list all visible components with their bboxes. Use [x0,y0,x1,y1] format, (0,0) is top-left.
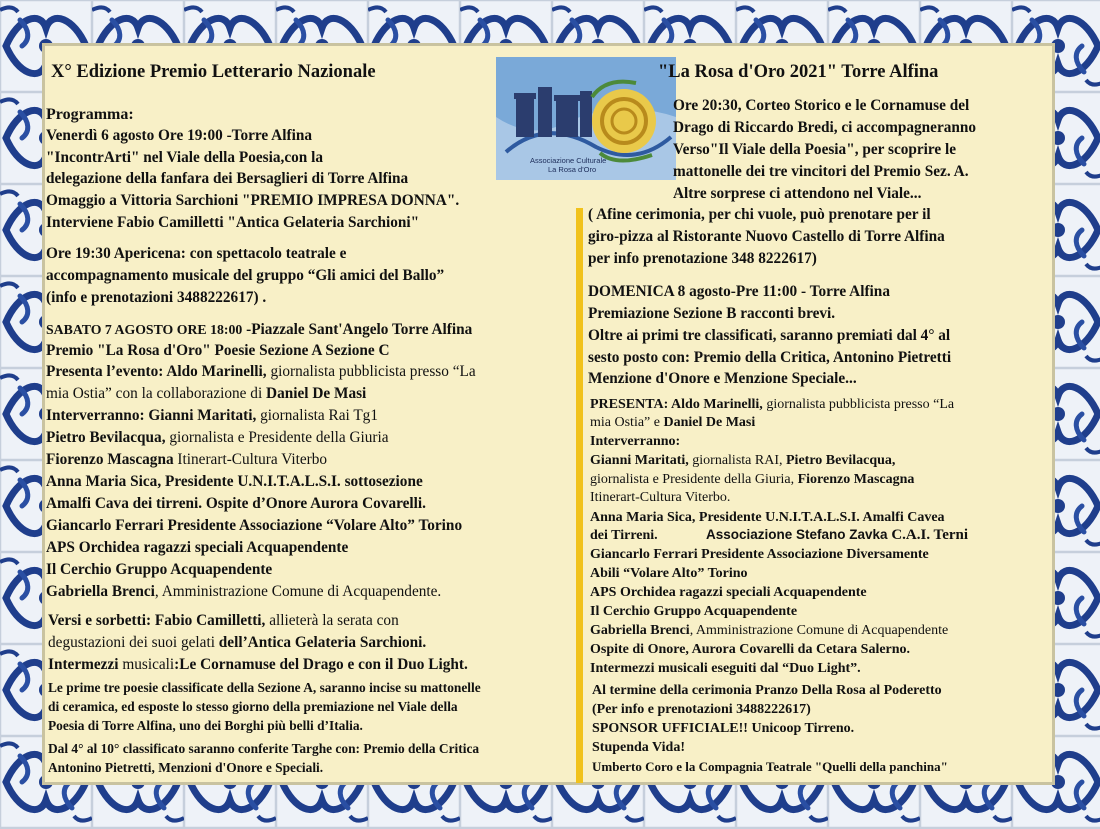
versi-desc-2: degustazioni dei suoi gelati [48,634,219,651]
pietro-name: Pietro Bevilacqua, [46,429,166,446]
pietro-role: giornalista e Presidente della Giuria [165,429,389,446]
giancarlo-right-2: Abili “Volare Alto” Torino [590,566,748,581]
intermezzi-line [48,656,468,674]
pietro-line [46,429,389,447]
fiorenzo-line [46,451,327,469]
aps-line: APS Orchidea ragazzi speciali Acquapendente [46,539,349,556]
interverranno-right: Interverranno: [590,434,681,449]
sponsor-right: SPONSOR UFFICIALE!! Unicoop Tirreno. [592,721,855,736]
dal-line-2: Antonino Pietretti, Menzioni d'Onore e Speciali. [48,760,324,775]
apericena-line-2: accompagnamento musicale del gruppo “Gli amici del Ballo” [46,267,445,284]
friday-line-1: Venerdì 6 agosto Ore 19:00 -Torre Alfina [46,127,312,144]
right-title: "La Rosa d'Oro 2021" Torre Alfina [658,62,939,82]
presenta-right-role: giornalista pubblicista presso “La [762,397,955,412]
presenta-right-1 [590,397,954,413]
presenta-right-ostia: mia Ostia” e [590,415,664,430]
giuria-right [590,472,914,488]
stupenda-right: Stupenda Vida! [592,740,685,755]
gelateria-name: dell’Antica Gelateria Sarchioni. [218,634,427,651]
afine-line-2: giro-pizza al Ristorante Nuovo Castello di Torre Alfina [588,228,945,245]
corteo-line-5: Altre sorprese ci attendono nel Viale... [673,185,922,202]
presenta-name: Presenta l’evento: Aldo Marinelli, [46,363,267,380]
corteo-line-3: Verso"Il Viale della Poesia", per scoprire le [673,141,957,158]
versi-line-2 [48,634,426,652]
domenica-line-3: Oltre ai primi tre classificati, saranno premiati dal 4° al [588,327,951,344]
corteo-line-1: Ore 20:30, Corteo Storico e le Cornamuse del [673,97,970,114]
dal-line-1: Dal 4° al 10° classificato saranno conferite Targhe con: Premio della Critica [48,741,480,756]
pietro-right-name: Pietro Bevilacqua, [786,453,896,468]
cai-terni: C.A.I. Terni [887,527,969,543]
presenta-line-1 [46,363,476,381]
intermezzi-groups: :Le Cornamuse del Drago e con il Duo Light. [174,656,468,673]
anna-line-2: Amalfi Cava dei tirreni. Ospite d’Onore Aurora Covarelli. [46,495,426,512]
friday-line-3: delegazione della fanfara dei Bersaglieri di Torre Alfina [46,170,409,187]
domenica-line-2: Premiazione Sezione B racconti brevi. [588,305,836,322]
umberto-right: Umberto Coro e la Compagnia Teatrale "Quelli della panchina" [592,759,948,774]
versi-desc: allieterà la serata con [265,612,399,629]
intermezzi-right: Intermezzi musicali eseguiti dal “Duo Light”. [590,661,861,676]
fiorenzo-role: Itinerart-Cultura Viterbo [173,451,328,468]
anna-line-1: Anna Maria Sica, Presidente U.N.I.T.A.L.S.I. sottosezione [46,473,423,490]
saturday-line-2: Premio "La Rosa d'Oro" Poesie Sezione A Sezione C [46,342,390,359]
friday-line-4: Omaggio a Vittoria Sarchioni "PREMIO IMPRESA DONNA". [46,192,460,209]
gianni-name: Gianni Maritati, [590,453,689,468]
fiorenzo-right-name: Fiorenzo Mascagna [797,472,915,487]
prime-line-1: Le prime tre poesie classificate della Sezione A, saranno incise su mattonelle [48,680,481,695]
presenta-collab: mia Ostia” con la collaborazione di [46,385,263,402]
corteo-line-4: mattonelle dei tre vincitori del Premio Sez. A. [673,163,969,180]
fiorenzo-name: Fiorenzo Mascagna [46,451,174,468]
gabriella-right [590,623,948,639]
domenica-line-1: DOMENICA 8 agosto-Pre 11:00 - Torre Alfina [588,283,890,300]
presenta-role: giornalista pubblicista presso “La [266,363,476,380]
programma-heading: Programma: [46,106,134,123]
versi-name: Versi e sorbetti: Fabio Camilletti, [48,612,266,629]
gabriella-line [46,583,441,601]
logo-caption-2: La Rosa d'Oro [548,165,597,174]
musicali-label: musicali [118,656,175,673]
saturday-place: -Piazzale Sant'Angelo Torre Alfina [242,321,473,338]
interv-role: giornalista Rai Tg1 [256,407,378,424]
interverranno-line [46,407,378,425]
presenta-right-name: PRESENTA: Aldo Marinelli, [590,397,763,412]
left-title: X° Edizione Premio Letterario Nazionale [51,62,376,82]
termine-right: Al termine della cerimonia Pranzo Della Rosa al Poderetto [592,683,942,698]
intermezzi-label: Intermezzi [48,656,119,673]
anna-right-2: dei Tirreni. [590,528,658,543]
presenta-right-demasi: Daniel De Masi [663,415,756,430]
stefano-zavka-line [706,527,968,544]
logo-caption-1: Associazione Culturale [530,156,607,165]
interv-name: Interverranno: Gianni Maritati, [46,407,257,424]
gabriella-right-role: , Amministrazione Comune di Acquapendente [689,623,949,638]
domenica-line-4: sesto posto con: Premio della Critica, Antonino Pietretti [588,349,952,366]
gianni-role: giornalista RAI, [688,453,786,468]
itinerart-right: Itinerart-Cultura Viterbo. [590,490,731,505]
per-info-right: (Per info e prenotazioni 3488222617) [592,702,811,717]
gianni-right [590,453,895,469]
cerchio-line: Il Cerchio Gruppo Acquapendente [46,561,273,578]
apericena-line-3: (info e prenotazioni 3488222617) . [46,289,267,306]
versi-line-1 [48,612,399,630]
prime-line-3: Poesia di Torre Alfina, uno dei Borghi più belli d’Italia. [48,718,363,733]
cerchio-right: Il Cerchio Gruppo Acquapendente [590,604,798,619]
corteo-line-2: Drago di Riccardo Bredi, ci accompagneranno [673,119,977,136]
saturday-line-1 [46,321,472,339]
giancarlo-right-1: Giancarlo Ferrari Presidente Associazione Diversamente [590,547,929,562]
gabriella-role: , Amministrazione Comune di Acquapendente. [154,583,442,600]
apericena-line-1: Ore 19:30 Apericena: con spettacolo teatrale e [46,245,347,262]
saturday-date: SABATO 7 AGOSTO ORE 18:00 [46,322,243,337]
giuria-role: giornalista e Presidente della Giuria, [590,472,798,487]
program-panel [42,43,1055,785]
presenta-line-2 [46,385,366,403]
gabriella-right-name: Gabriella Brenci [590,623,690,638]
aps-right: APS Orchidea ragazzi speciali Acquapendente [590,585,867,600]
friday-line-2: "IncontrArti" nel Viale della Poesia,con la [46,149,324,166]
prime-line-2: di ceramica, ed esposte lo stesso giorno della premiazione nel Viale della [48,699,458,714]
rosa-doro-logo [496,57,676,180]
afine-line-3: per info prenotazione 348 8222617) [588,250,817,267]
presenta-collab-name: Daniel De Masi [262,385,367,402]
afine-line-1: ( Afine cerimonia, per chi vuole, può prenotare per il [588,206,931,223]
friday-line-5: Interviene Fabio Camilletti "Antica Gelateria Sarchioni" [46,214,420,231]
gabriella-name: Gabriella Brenci [46,583,155,600]
stefano-zavka: Associazione Stefano Zavka [706,527,888,542]
anna-right-1: Anna Maria Sica, Presidente U.N.I.T.A.L.S.I. Amalfi Cavea [590,510,945,525]
column-divider [576,208,583,783]
presenta-right-2 [590,415,755,431]
giancarlo-line: Giancarlo Ferrari Presidente Associazione “Volare Alto” Torino [46,517,463,534]
ospite-right: Ospite di Onore, Aurora Covarelli da Cetara Salerno. [590,642,911,657]
domenica-line-5: Menzione d'Onore e Menzione Speciale... [588,370,857,387]
